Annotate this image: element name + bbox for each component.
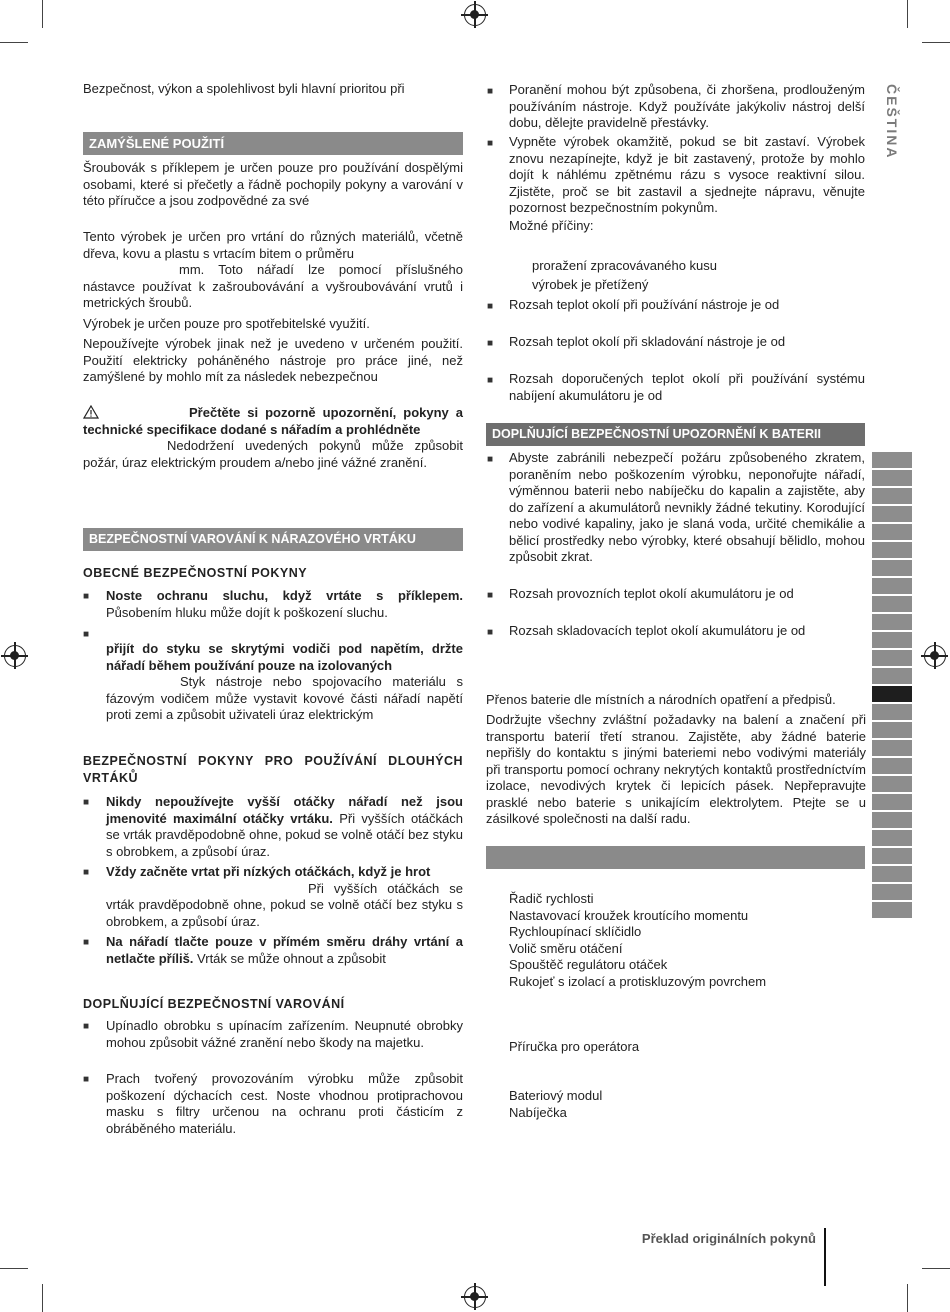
language-tab <box>872 722 912 738</box>
temperature-item: Rozsah teplot okolí při skladování nástroje je od <box>509 334 786 349</box>
transport-paragraph: Přenos baterie dle místních a národních opatření a předpisů. <box>486 692 836 707</box>
language-tab <box>872 866 912 882</box>
language-tab <box>872 470 912 486</box>
side-language-label: ČEŠTINA <box>884 84 900 160</box>
crop-mark <box>0 42 28 43</box>
item-text: Působením hluku může dojít k poškození sluchu. <box>106 604 388 620</box>
part-item: Řadič rychlosti <box>509 891 594 906</box>
temperature-item: Rozsah teplot okolí při používání nástroje je od <box>509 297 780 312</box>
crop-mark <box>0 1268 28 1269</box>
bullet-icon: ■ <box>83 867 90 878</box>
item-text: vrták pravděpodobně ohne, pokud se volně otáčí bez styku s obrobkem, a způsobí úraz. <box>106 897 463 929</box>
section-bar-intended-use: ZAMÝŠLENÉ POUŽITÍ <box>83 132 463 155</box>
intended-use-paragraph <box>83 229 463 312</box>
language-tab <box>872 740 912 756</box>
cause-item: proražení zpracovávaného kusu <box>532 258 718 273</box>
part-item: Nastavovací kroužek kroutícího momentu <box>509 907 749 923</box>
item-text: Vrták se může ohnout a způsobit <box>197 950 386 966</box>
item-text: Styk nástroje nebo spojovacího materiálu <box>180 674 446 689</box>
language-tab <box>872 452 912 468</box>
language-tab <box>872 596 912 612</box>
part-item: Rukojeť s izolací a protiskluzovým povrchem <box>509 973 767 989</box>
language-tab <box>872 704 912 720</box>
crop-mark <box>907 0 908 28</box>
battery-item: Rozsah provozních teplot okolí akumulátoru je od <box>509 586 794 601</box>
footer-divider <box>824 1228 826 1286</box>
paragraph-text: mm. Toto nářadí lze pomocí příslušného nástavce používat k zašroubovávání a vyšroubovávání vrutů i metrických šroubů. <box>83 262 463 310</box>
bullet-icon: ■ <box>487 86 494 97</box>
language-tab <box>872 884 912 900</box>
general-safety-item <box>106 588 463 621</box>
consumer-use-text: Výrobek je určen pouze pro spotřebitelské využití. <box>83 316 370 331</box>
bullet-icon: ■ <box>487 454 494 465</box>
section-bar-impact-drill: BEZPEČNOSTNÍ VAROVÁNÍ K NÁRAZOVÉHO VRTÁKU <box>83 528 463 551</box>
bullet-icon: ■ <box>83 1074 90 1085</box>
warning-triangle-icon <box>83 405 99 419</box>
item-bold-text: Noste ochranu sluchu, když vrtáte s příklepem. <box>106 588 463 603</box>
registration-mark-top <box>464 4 486 26</box>
misuse-paragraph: Nepoužívejte výrobek jinak než je uvedeno v určeném použití. Použití elektricky poháněného nástroje pro práce jiné, než zamýšlené by mohlo mít za následek nebezpečnou <box>83 336 463 384</box>
language-tab <box>872 758 912 774</box>
crop-mark <box>922 42 950 43</box>
bullet-icon: ■ <box>487 627 494 638</box>
accessory-item: Nabíječka <box>509 1104 567 1120</box>
bullet-icon: ■ <box>487 590 494 601</box>
crop-mark <box>907 1284 908 1312</box>
battery-item: Abyste zabránili nebezpečí požáru způsobeného zkratem, poraněním nebo poškozením výrobku, neponořujte nářadí, výměnnou baterii nebo nabíječku do kapalin a zajistěte, aby do zařízení a akumulátorů nevnikly žádné tekutiny. Korodující nebo vodivé kapaliny, jako je slaná voda, určité chemikálie a bělicí prostředky nebo výrobky, které obsahují bělidlo, mohou způsobit zkrat. <box>509 450 865 564</box>
long-drill-item <box>106 864 463 930</box>
bullet-icon: ■ <box>487 138 494 149</box>
language-tab <box>872 524 912 540</box>
warning-bold-text: Přečtěte si pozorně upozornění, pokyny a technické specifikace dodané s nářadím a prohlédněte <box>83 405 463 437</box>
crop-mark <box>922 1268 950 1269</box>
battery-item: Rozsah skladovacích teplot okolí akumulátoru je od <box>509 623 806 638</box>
warning-paragraph <box>83 405 463 471</box>
paragraph-text: Tento výrobek je určen pro vrtání do různých materiálů, včetně dřeva, kovu a plastu s vrtacím bitem o průměru <box>83 229 463 261</box>
language-tab <box>872 794 912 810</box>
safety-item: Vypněte výrobek okamžitě, pokud se bit zastaví. Výrobek znovu nezapínejte, když je bit zastavený, protože by mohlo dojít k náhlému zpětnému rázu s vysoce reaktivní silou. Zjistěte, proč se bit zastavil a sjednejte nápravu, věnujte pozornost bezpečnostním pokynům. <box>509 134 865 215</box>
item-text: Při vyšších otáčkách se vrták pravděpodobně ohne, pokud se volně otáčí bez styku s obrobkem, a způsobí úraz. <box>106 810 464 859</box>
item-bold-text: Nikdy nepoužívejte vyšší otáčky nářadí než jsou jmenovité maximální otáčky vrtáku. <box>106 794 463 826</box>
accessory-item: Bateriový modul <box>509 1088 603 1103</box>
item-bold-text: Vždy začněte vrtat při nízkých otáčkách, když je hrot <box>106 864 431 879</box>
intended-use-paragraph: Šroubovák s příklepem je určen pouze pro používání dospělými osobami, které si přečetly a řádně pochopily pokyny a varování v této příručce a jsou zodpovědné za své <box>83 160 463 208</box>
bullet-icon: ■ <box>83 937 90 948</box>
bullet-icon: ■ <box>83 591 90 602</box>
operator-manual-item: Příručka pro operátora <box>509 1039 640 1054</box>
language-tab <box>872 542 912 558</box>
long-drill-heading: BEZPEČNOSTNÍ POKYNY PRO POUŽÍVÁNÍ DLOUHÝCH VRTÁKŮ <box>83 754 463 785</box>
language-tab <box>872 830 912 846</box>
transport-paragraph: Dodržujte všechny zvláštní požadavky na balení a značení při transportu baterií třetí stranou. Zajistěte, aby žádné baterie nepřišly do kontaktu s jinými bateriemi nebo vodivými materiály při transportu pomocí ochrany nekrytých kontaktů prostředníctvím izolace, nevodivých krytek či lepicích pásek. Nepřepravujte prasklé nebo baterie s unikajícím elektrolytem. Ptejte se u zásilkové společnosti na další radu. <box>486 712 866 826</box>
temperature-item: Rozsah doporučených teplot okolí při používání systému nabíjení akumulátoru je od <box>509 371 865 403</box>
language-tab <box>872 614 912 630</box>
language-tab <box>872 776 912 792</box>
language-tab <box>872 488 912 504</box>
bullet-icon: ■ <box>487 301 494 312</box>
part-item: Volič směru otáčení <box>509 940 623 956</box>
general-safety-item <box>106 641 463 724</box>
bullet-icon: ■ <box>83 797 90 808</box>
registration-mark-bottom <box>464 1286 486 1308</box>
language-tab <box>872 560 912 576</box>
additional-warnings-heading: DOPLŇUJÍCÍ BEZPEČNOSTNÍ VAROVÁNÍ <box>83 997 345 1011</box>
registration-mark-left <box>4 645 26 667</box>
item-bold-text: Na nářadí tlačte pouze v přímém směru dráhy vrtání a netlačte příliš. <box>106 934 463 966</box>
bullet-icon: ■ <box>83 629 90 640</box>
language-tab <box>872 578 912 594</box>
language-tab <box>872 668 912 684</box>
possible-causes-label: Možné příčiny: <box>509 218 594 233</box>
general-safety-heading: OBECNÉ BEZPEČNOSTNÍ POKYNY <box>83 566 308 580</box>
long-drill-item <box>106 794 463 860</box>
section-bar-battery: DOPLŇUJÍCÍ BEZPEČNOSTNÍ UPOZORNĚNÍ K BATERII <box>486 423 865 446</box>
registration-mark-right <box>924 645 946 667</box>
item-text: Při vyšších otáčkách se <box>308 880 463 896</box>
part-item: Spouštěč regulátoru otáček <box>509 957 668 973</box>
item-text: s fázovým vodičem může vystavit kovové části nářadí napětí proti zemi a způsobit uživateli úraz elektrickým <box>106 674 463 722</box>
cause-item: výrobek je přetížený <box>532 277 649 292</box>
language-tab-active <box>872 686 912 702</box>
part-item: Rychloupínací sklíčidlo <box>509 924 642 940</box>
crop-mark <box>42 1284 43 1312</box>
language-tab <box>872 632 912 648</box>
language-tab <box>872 650 912 666</box>
bullet-icon: ■ <box>487 338 494 349</box>
additional-warning-item: Upínadlo obrobku s upínacím zařízením. Neupnuté obrobky mohou způsobit vážné zranění nebo škody na majetku. <box>106 1018 463 1050</box>
section-bar-blank <box>486 846 865 869</box>
language-tab <box>872 902 912 918</box>
additional-warning-item: Prach tvořený provozováním výrobku může způsobit poškození dýchacích cest. Noste vhodnou protiprachovou masku s filtry určenou na ochranu proti částicím z obráběného materiálu. <box>106 1071 463 1136</box>
language-tab <box>872 848 912 864</box>
intro-text: Bezpečnost, výkon a spolehlivost byli hlavní prioritou při <box>83 81 405 96</box>
long-drill-item <box>106 934 463 967</box>
warning-text: Nedodržení uvedených pokynů může způsobit požár, úraz elektrickým proudem a/nebo jiné vážné zranění. <box>83 438 463 470</box>
language-tab-strip <box>872 452 912 920</box>
bullet-icon: ■ <box>83 1021 90 1032</box>
crop-mark <box>42 0 43 28</box>
language-tab <box>872 506 912 522</box>
item-bold-text: přijít do styku se skrytými vodiči pod napětím, držte nářadí během používání pouze na izolovaných <box>106 641 463 673</box>
footer-caption: Překlad originálních pokynů <box>641 1231 816 1246</box>
safety-item: Poranění mohou být způsobena, či zhoršena, prodlouženým používáním nástroje. Když používáte jakýkoliv nástroj delší dobu, dělejte pravidelně přestávky. <box>509 82 865 130</box>
language-tab <box>872 812 912 828</box>
bullet-icon: ■ <box>487 375 494 386</box>
parts-list <box>509 891 865 991</box>
accessories-list <box>509 1088 602 1121</box>
